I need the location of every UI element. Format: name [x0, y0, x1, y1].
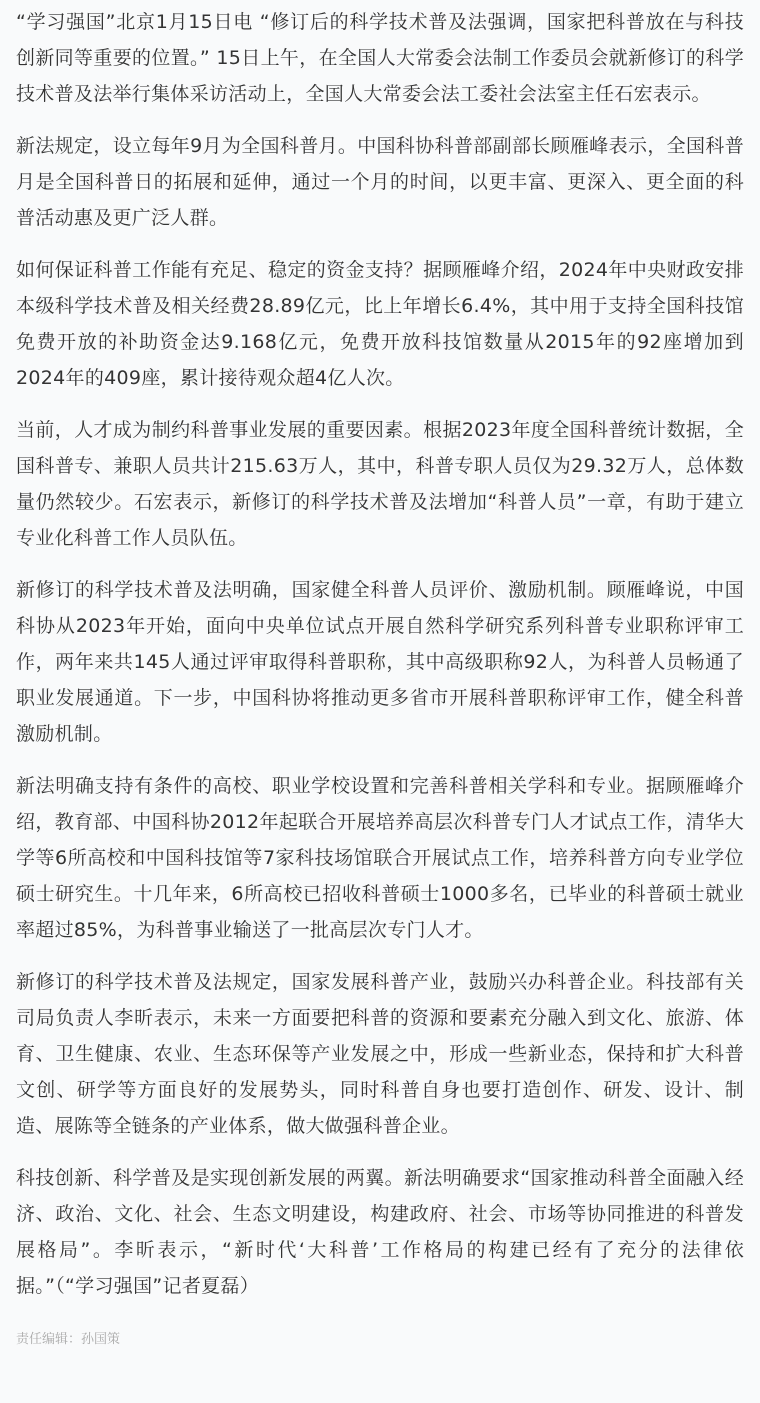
article-paragraph-7: 新修订的科学技术普及法规定，国家发展科普产业，鼓励兴办科普企业。科技部有关司局负责人李昕表示，未来一方面要把科普的资源和要素充分融入到文化、旅游、体育、卫生健康、农业、生态环保等产业发展之中，形成一些新业态，保持和扩大科普文创、研学等方面良好的发展势头，同时科普自身也要打造创作、研发、设计、制造、展陈等全链条的产业体系，做大做强科普企业。 [16, 971, 744, 1137]
article-paragraph-5: 新修订的科学技术普及法明确，国家健全科普人员评价、激励机制。顾雁峰说，中国科协从2023年开始，面向中央单位试点开展自然科学研究系列科普专业职称评审工作，两年来共145人通过评审取得科普职称，其中高级职称92人，为科普人员畅通了职业发展通道。下一步，中国科协将推动更多省市开展科普职称评审工作，健全科普激励机制。 [16, 579, 744, 745]
article-paragraph-2: 新法规定，设立每年9月为全国科普月。中国科协科普部副部长顾雁峰表示，全国科普月是全国科普日的拓展和延伸，通过一个月的时间，以更丰富、更深入、更全面的科普活动惠及更广泛人群。 [16, 135, 744, 229]
responsible-editor: 责任编辑：孙国策 [16, 1332, 121, 1347]
article-paragraph-6: 新法明确支持有条件的高校、职业学校设置和完善科普相关学科和专业。据顾雁峰介绍，教育部、中国科协2012年起联合开展培养高层次科普专门人才试点工作，清华大学等6所高校和中国科技馆等7家科技场馆联合开展试点工作，培养科普方向专业学位硕士研究生。十几年来，6所高校已招收科普硕士1000多名，已毕业的科普硕士就业率超过85%，为科普事业输送了一批高层次专门人才。 [16, 775, 744, 941]
article-paragraph-3: 如何保证科普工作能有充足、稳定的资金支持？据顾雁峰介绍，2024年中央财政安排本级科学技术普及相关经费28.89亿元，比上年增长6.4%，其中用于支持全国科技馆免费开放的补助资金达9.168亿元，免费开放科技馆数量从2015年的92座增加到2024年的409座，累计接待观众超4亿人次。 [16, 259, 744, 389]
article-paragraph-8: 科技创新、科学普及是实现创新发展的两翼。新法明确要求“国家推动科普全面融入经济、政治、文化、社会、生态文明建设，构建政府、社会、市场等协同推进的科普发展格局”。李昕表示，“新时代‘大科普’工作格局的构建已经有了充分的法律依据。”（“学习强国”记者夏磊） [16, 1167, 744, 1297]
article-paragraph-1: “学习强国”北京1月15日电 “修订后的科学技术普及法强调，国家把科普放在与科技创新同等重要的位置。” 15日上午，在全国人大常委会法制工作委员会就新修订的科学技术普及法举行集体采访活动上，全国人大常委会法工委社会法室主任石宏表示。 [16, 11, 744, 105]
article-paragraph-4: 当前，人才成为制约科普事业发展的重要因素。根据2023年度全国科普统计数据，全国科普专、兼职人员共计215.63万人，其中，科普专职人员仅为29.32万人，总体数量仍然较少。石宏表示，新修订的科学技术普及法增加“科普人员”一章，有助于建立专业化科普工作人员队伍。 [16, 419, 744, 549]
